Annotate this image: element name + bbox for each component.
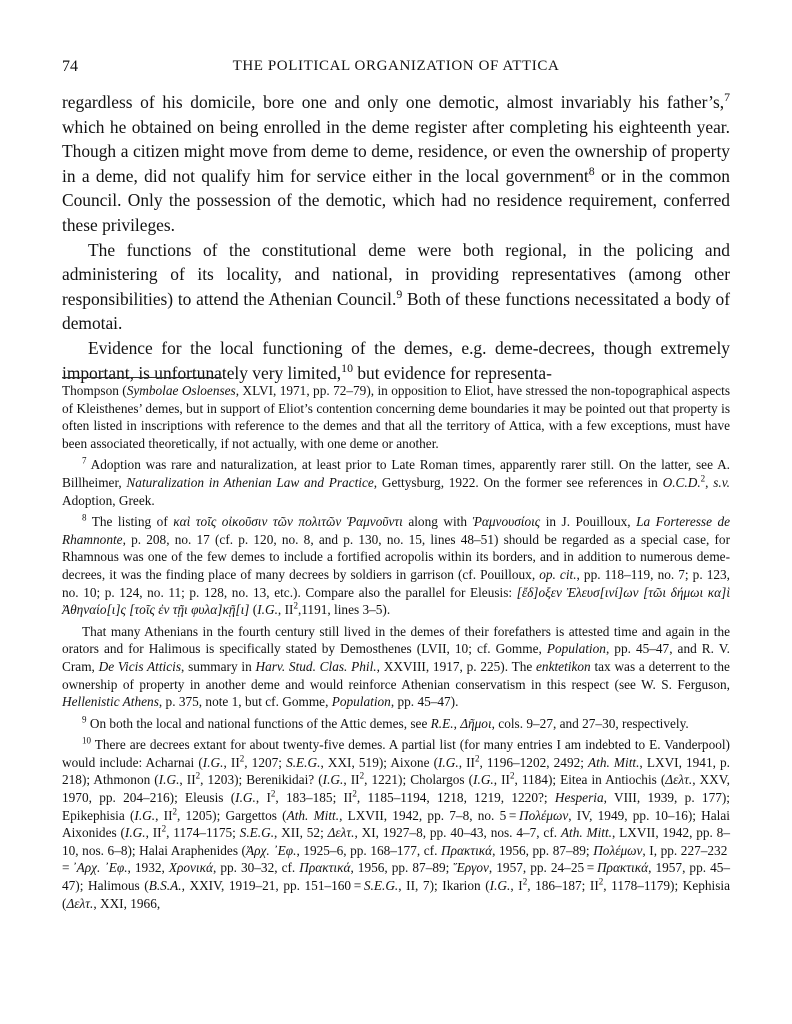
footnote-9: $^9$ On both the local and national functions of the Attic demes, see R.E., Δῆμοι, cols. 9–27, and 27–30, respectively. [82, 714, 689, 731]
page-number: 74 [62, 58, 78, 75]
footnote-8-continued: That many Athenians in the fourth century still lived in the demes of their forefathers is attested time and again in the orators and for Halimous is specifically stated by Demosthenes (LVII, 10; cf. Gomme, Population, pp. 45–47, and R. V. Cram, De Vicis Atticis, summary in Harv. Stud. Clas. Phil., XXVIII, 1917, p. 225). The enktetikon tax was a deterrent to the ownership of property in another deme and would reinforce Athenian conservatism in this respect (see W. S. Ferguson, Hellenistic Athens, p. 375, note 1, but cf. Gomme, Population, pp. 45–47). [62, 623, 730, 710]
footnote-10: $^{10}$ There are decrees extant for about twenty-five demes. A partial list (for many entries I am indebted to E. Vanderpool) would include: Acharnai (I.G., $II^2$, 1207; S.E.G., XXI, 519); Aixone (I.G., $II^2$, 1196–1202, 2492; Ath. Mitt., LXVI, 1941, p. 218); Athmonon (I.G., $II^2$, 1203); Berenikidai? (I.G., $II^2$, 1221); Cholargos (I.G., $II^2$, 1184); Eitea in Antiochis (Δελτ., XXV, 1970, pp. 204–216); Eleusis (I.G., $I^2$, 183–185; $II^2$, 1185–1194, 1218, 1219, 1220?; Hesperia, VIII, 1939, p. 177); Epikephisia (I.G., $II^2$, 1205); Gargettos (Ath. Mitt., LXVII, 1942, pp. 7–8, no. 5 = Πολέμων, IV, 1949, pp. 10–16); Halai Aixonides (I.G., $II^2$, 1174–1175; S.E.G., XII, 52; Δελτ., XI, 1927–8, pp. 40–43, nos. 4–7, cf. Ath. Mitt., LXVII, 1942, pp. 8–10, nos. 6–8); Halai Araphenides (Ἀρχ. ᾿Εφ., 1925–6, pp. 168–177, cf. Πρακτικά, 1956, pp. 87–89; Πολέμων, I, pp. 227–232 = ᾿Αρχ. ᾿Εφ., 1932, Χρονικά, pp. 30–32, cf. Πρακτικά, 1956, pp. 87–89; Ἕργον, 1957, pp. 24–25 = Πρακτικά, 1957, pp. 45–47); Halimous (B.S.A., XXIV, 1919–21, pp. 151–160 = S.E.G., II, 7); Ikarion (I.G., $I^2$, 186–187; $II^2$, 1178–1179); Kephisia (Δελτ., XXI, 1966, [62, 735, 731, 911]
page-header [62, 58, 730, 80]
footnote-8: $^8$ The listing of καὶ τοῖς οἰκοῦσιν τῶν πολιτῶν Ῥαμνοῦντι along with Ῥαμνουσίοις in J. Pouilloux, La Forteresse de Rhamnonte, p. 208, no. 17 (cf. p. 120, no. 8, and p. 130, no. 15, lines 48–51) should be regarded as a special case, for Rhamnous was one of the few demes to include a fortified acropolis within its borders, and in addition to numerous deme-decrees, it was the finding place of many decrees by soldiers in garrison (cf. Pouilloux, op. cit., pp. 118–119, no. 7; p. 123, no. 10; p. 124, no. 11; p. 128, no. 13, etc.). Compare also the parallel for Eleusis: [ἔδ]οξεν Ἐλευσ[ινί]ων [τῶι δήμωι κα]ὶ Ἀθηναίο[ι]ς [τοῖς ἐν τῇι φυλα]κῇ[ι] (I.G., $II^2,1191$, lines 3–5). [62, 512, 731, 618]
footnote-ref-8: 8 [588, 163, 595, 178]
running-head: THE POLITICAL ORGANIZATION OF ATTICA [232, 58, 560, 74]
footnotes [62, 382, 730, 916]
paragraph-3: Evidence for the local functioning of the demes, e.g. deme-decrees, though extremely important, is unfortunately very limited,$^{10}$ but evidence for representa- [62, 337, 730, 383]
main-text [62, 90, 730, 385]
footnote-divider [62, 377, 222, 378]
footnote-continuation: Thompson (Symbolae Osloenses, XLVI, 1971, pp. 72–79), in opposition to Eliot, have stressed the non-topographical aspects of Kleisthenes’ demes, but in support of Eliot’s contention concerning deme boundaries it may be pointed out that property is often listed in inscriptions with reference to the demes and that all the territory of Attica, with a few exceptions, must have been associated theoretically, if not actually, with one deme or another. [62, 383, 731, 451]
footnote-7: $^7$ Adoption was rare and naturalization, at least prior to Late Roman times, apparently rarer still. On the latter, see A. Billheimer, Naturalization in Athenian Law and Practice, Gettysburg, 1922. On the former see references in O.C.D.$^2$, s.v. Adoption, Greek. [62, 455, 730, 508]
paragraph-1: regardless of his domicile, bore one and only one demotic, almost invariably his father’s,$^7$ which he obtained on being enrolled in the deme register after completing his eighteenth year. Though a citizen might move from deme to deme, residence, or even the ownership of property in a deme, did not qualify him for service either in the local government$^8$ or in the common Council. Only the possession of the demotic, which had no residence requirement, conferred these privileges. [62, 90, 730, 235]
footnote-ref-9: 9 [396, 286, 403, 301]
paragraph-2: The functions of the constitutional deme were both regional, in the policing and administering of its locality, and national, in providing representatives (among other responsibilities) to attend the Athenian Council.$^9$ Both of these functions necessitated a body of demotai. [62, 239, 730, 334]
footnote-ref-10: 10 [341, 360, 353, 375]
footnote-ref-7: 7 [724, 90, 730, 105]
